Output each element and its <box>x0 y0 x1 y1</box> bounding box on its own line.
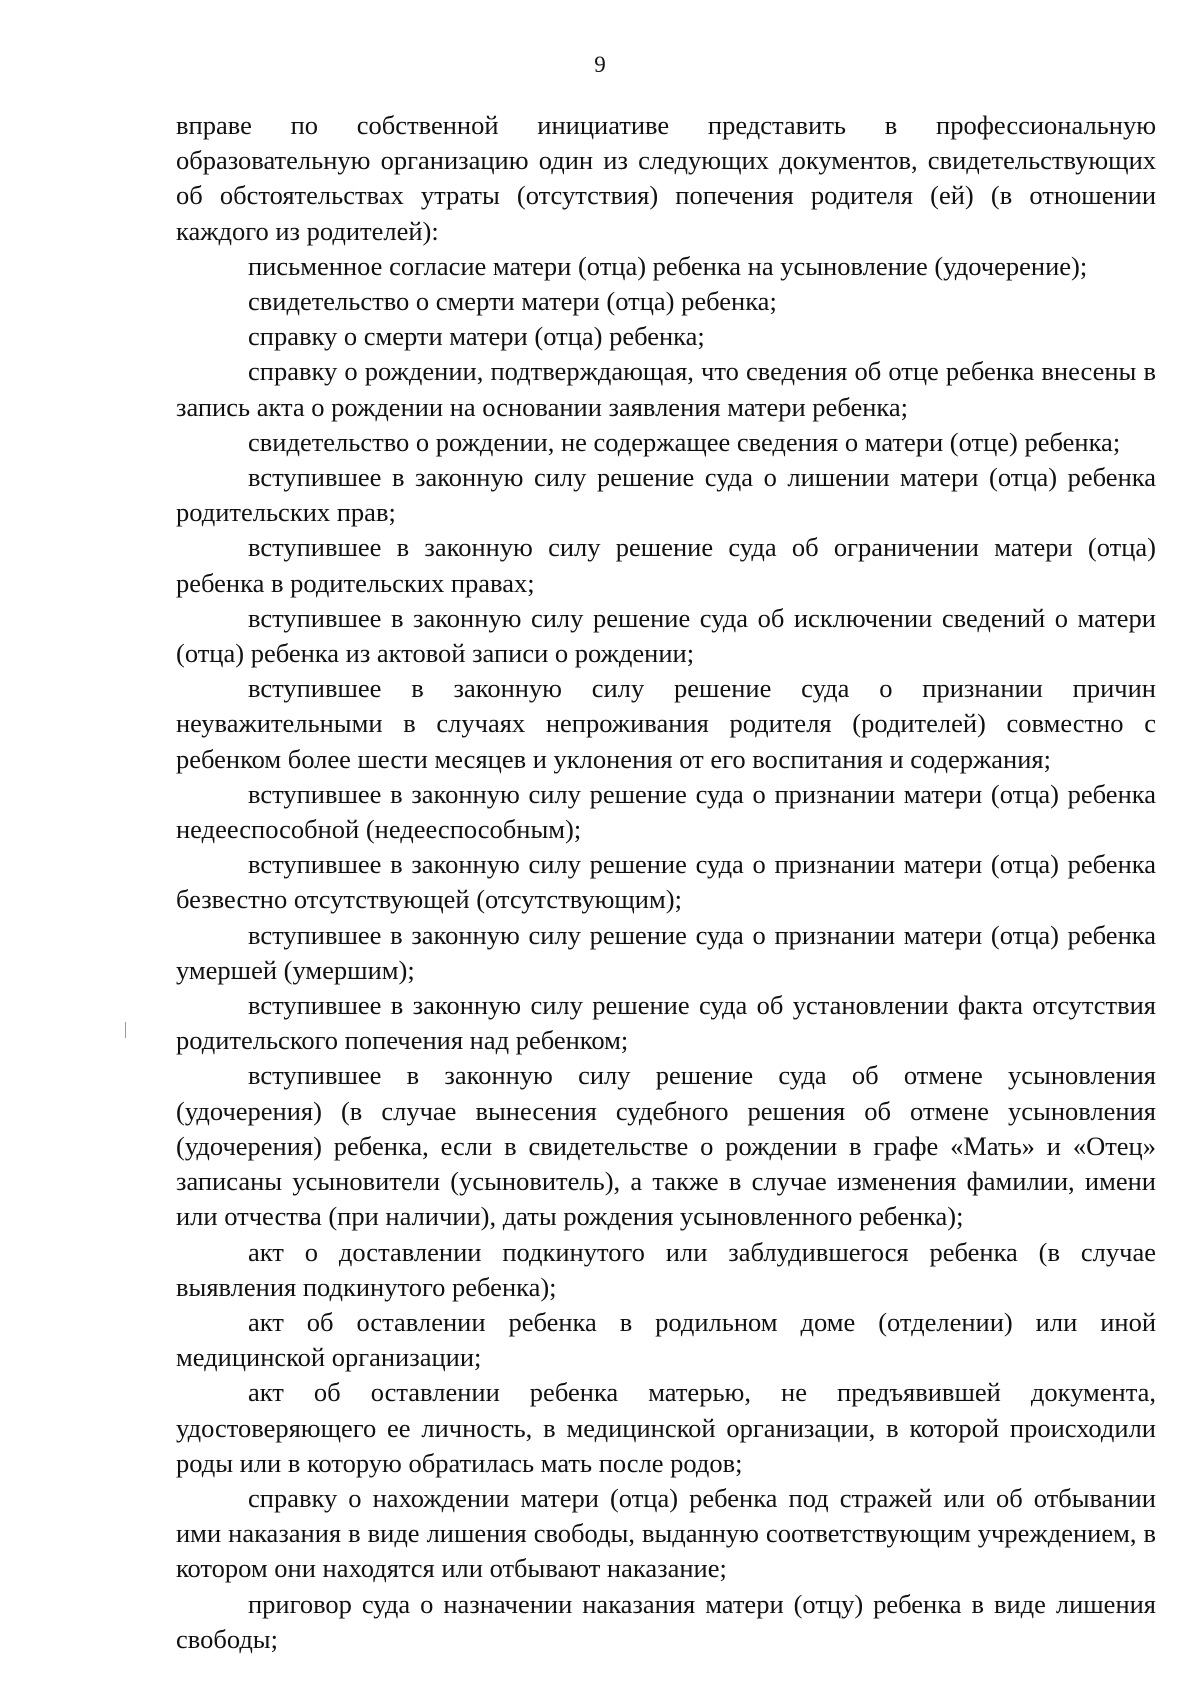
list-item: акт об оставлении ребенка матерью, не предъявившей документа, удостоверяющего ее личность, в медицинской организации, в которой происходили роды или в которую обратилась мать после родов; <box>176 1377 1156 1478</box>
margin-mark <box>125 1022 126 1038</box>
list-item: вступившее в законную силу решение суда об исключении сведений о матери (отца) ребенка из актовой записи о рождении; <box>176 602 1156 669</box>
list-item: акт о доставлении подкинутого или заблудившегося ребенка (в случае выявления подкинутого ребенка); <box>176 1236 1156 1302</box>
list-item: акт об оставлении ребенка в родильном доме (отделении) или иной медицинской организации; <box>176 1306 1156 1373</box>
list-item: свидетельство о смерти матери (отца) ребенка; <box>248 286 777 317</box>
list-item: вступившее в законную силу решение суда о признании причин неуважительными в случаях непроживания родителя (родителей) совместно с ребенком более шести месяцев и уклонения от его воспитания и содержания; <box>176 673 1156 774</box>
page-number: 9 <box>594 52 606 77</box>
list-item: письменное согласие матери (отца) ребенка на усыновление (удочерение); <box>248 250 1088 281</box>
list-item: вступившее в законную силу решение суда о лишении матери (отца) ребенка родительских прав; <box>176 462 1156 528</box>
list-item: приговор суда о назначении наказания матери (отцу) ребенка в виде лишения свободы; <box>176 1588 1156 1654</box>
document-body <box>176 108 1156 1657</box>
list-item: вступившее в законную силу решение суда о признании матери (отца) ребенка недееспособной (недееспособным); <box>176 778 1156 845</box>
list-item: свидетельство о рождении, не содержащее сведения о матери (отце) ребенка; <box>248 426 1121 457</box>
list-item: вступившее в законную силу решение суда об установлении факта отсутствия родительского попечения над ребенком; <box>176 990 1156 1056</box>
list-item: справку о смерти матери (отца) ребенка; <box>248 321 705 352</box>
list-item: вступившее в законную силу решение суда о признании матери (отца) ребенка умершей (умершим); <box>176 919 1156 985</box>
list-item: вступившее в законную силу решение суда об ограничении матери (отца) ребенка в родительских правах; <box>176 532 1156 598</box>
list-item: справку о рождении, подтверждающая, что сведения об отце ребенка внесены в запись акта о рождении на основании заявления матери ребенка; <box>176 356 1156 422</box>
list-item: вступившее в законную силу решение суда о признании матери (отца) ребенка безвестно отсутствующей (отсутствующим); <box>176 849 1156 915</box>
list-item: вступившее в законную силу решение суда об отмене усыновления (удочерения) (в случае вынесения судебного решения об отмене усыновления (удочерения) ребенка, если в свидетельстве о рождении в графе «Мать» и «Отец» записаны усыновители (усыновитель), а также в случае изменения фамилии, имени или отчества (при наличии), даты рождения усыновленного ребенка); <box>176 1060 1156 1232</box>
list-item: справку о нахождении матери (отца) ребенка под стражей или об отбывании ими наказания в виде лишения свободы, выданную соответствующим учреждением, в котором они находятся или отбывают наказание; <box>176 1482 1156 1584</box>
paragraph-intro: вправе по собственной инициативе представить в профессиональную образовательную организацию один из следующих документов, свидетельствующих об обстоятельствах утраты (отсутствия) попечения родителя (ей) (в отношении каждого из родителей): <box>176 110 1156 246</box>
